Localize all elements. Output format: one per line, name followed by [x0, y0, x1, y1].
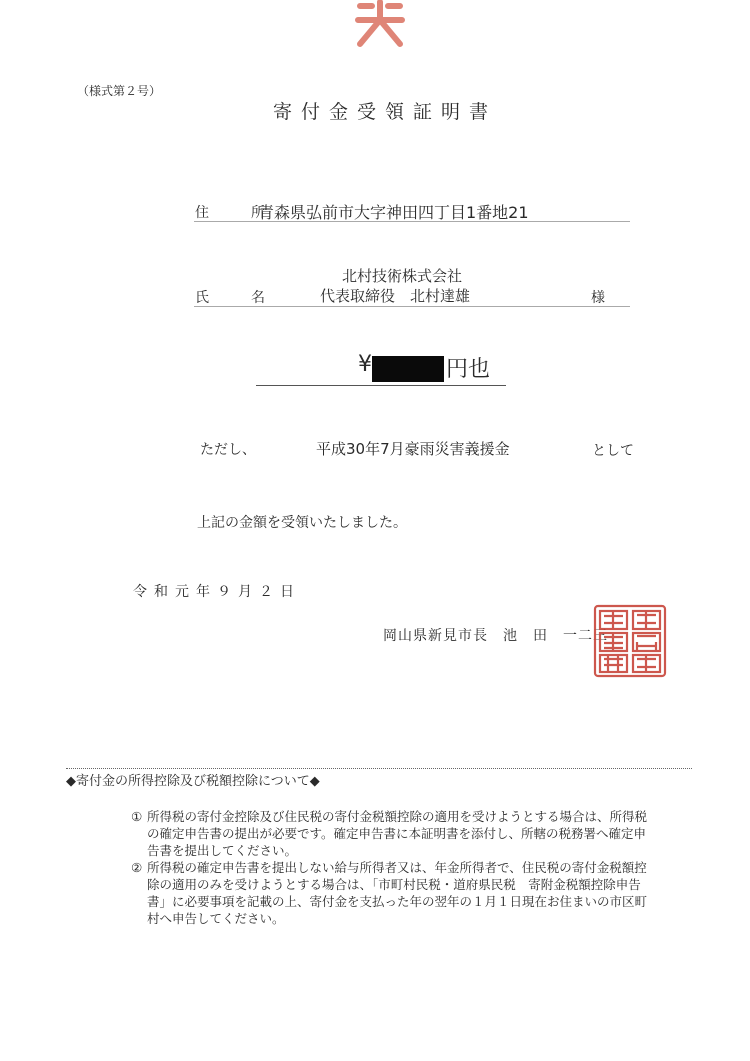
top-seal-mark	[352, 0, 408, 48]
amount-suffix: 円也	[446, 357, 491, 382]
section-divider	[66, 768, 692, 769]
amount-underline	[256, 385, 506, 386]
address-underline	[194, 221, 630, 222]
note-text: 所得税の確定申告書を提出しない給与所得者又は、年金所得者で、住民税の寄付金税額控除の適用のみを受けようとする場合は、「市町村民税・道府県民税 寄附金税額控除申告書」に必要事項を記載の上、寄付金を支払った年の翌年の１月１日現在お住まいの市区町村へ申告してください。	[147, 860, 648, 926]
address-value: 青森県弘前市大字神田四丁目1番地21	[258, 203, 529, 222]
honorific: 様	[591, 290, 605, 306]
note-marker: ②	[131, 860, 143, 875]
name-underline	[194, 306, 630, 307]
note-item	[131, 859, 651, 927]
document-title: 寄付金受領証明書	[272, 101, 497, 123]
amount-yen-sign: ¥	[358, 352, 372, 377]
address-label: 住 所	[195, 205, 279, 221]
official-seal-stamp	[592, 603, 668, 679]
note-text: 所得税の寄付金控除及び住民税の寄付金税額控除の適用を受けようとする場合は、所得税の確定申告書の提出が必要です。確定申告書に本証明書を添付し、所轄の税務署へ確定申告書を提出してください。	[147, 809, 648, 858]
note-marker: ①	[131, 809, 143, 824]
purpose-trail: として	[592, 443, 634, 459]
name-label: 氏 名	[195, 290, 279, 306]
purpose-value: 平成30年7月豪雨災害義援金	[316, 440, 510, 458]
issue-date: 令和元年９月２日	[133, 584, 301, 600]
recipient-representative: 代表取締役 北村達雄	[320, 287, 471, 305]
form-number: （様式第２号）	[77, 84, 162, 98]
issuer-name: 岡山県新見市長 池 田 一二三	[383, 628, 608, 644]
note-item	[131, 808, 651, 859]
purpose-lead: ただし、	[200, 442, 256, 458]
receipt-statement: 上記の金額を受領いたしました。	[197, 515, 407, 531]
notes-list	[131, 808, 651, 927]
notes-heading: ◆寄付金の所得控除及び税額控除について◆	[66, 774, 320, 789]
amount-redaction	[372, 356, 444, 382]
recipient-company: 北村技術株式会社	[342, 267, 463, 285]
